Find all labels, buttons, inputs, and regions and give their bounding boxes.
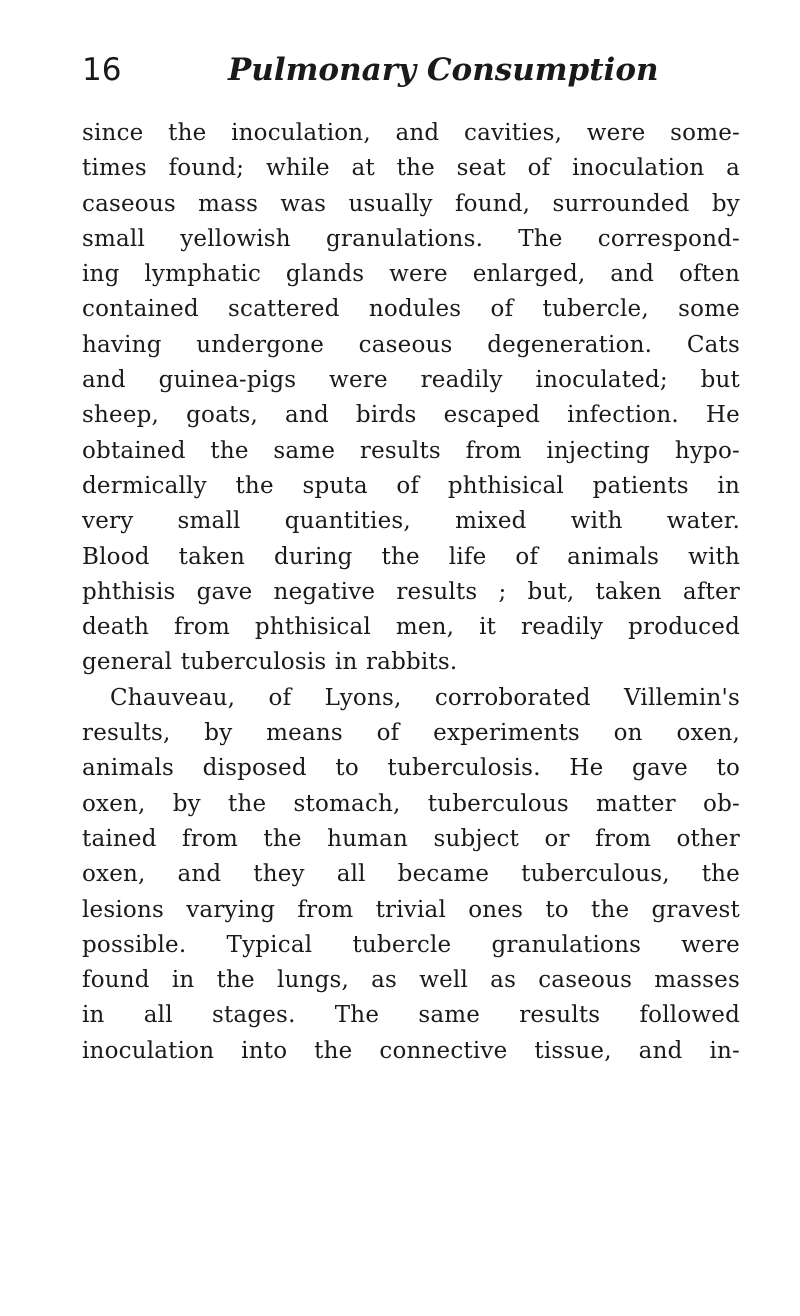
text-line: times found; while at the seat of inoculation a: [82, 155, 740, 182]
text-line: Blood taken during the life of animals with: [82, 543, 740, 570]
page-number: 16: [82, 52, 122, 88]
text-line: possible. Typical tubercle granulations were: [82, 931, 740, 958]
text-line: caseous mass was usually found, surrounded by: [82, 190, 740, 217]
text-line: oxen, and they all became tuberculous, the: [82, 861, 740, 888]
text-line: very small quantities, mixed with water.: [82, 508, 740, 535]
text-line: lesions varying from trivial ones to the gravest: [82, 896, 740, 923]
text-line: and guinea-pigs were readily inoculated; but: [82, 367, 740, 394]
body-text: [82, 116, 740, 1069]
running-title: Pulmonary Consumption: [228, 52, 659, 88]
text-line: inoculation into the connective tissue, and in-: [82, 1037, 740, 1064]
text-line: small yellowish granulations. The correspond-: [82, 225, 740, 252]
text-line: oxen, by the stomach, tuberculous matter ob-: [82, 790, 740, 817]
text-line: death from phthisical men, it readily produced: [82, 614, 740, 641]
text-line: tained from the human subject or from other: [82, 825, 740, 852]
text-line: obtained the same results from injecting hypo-: [82, 437, 740, 464]
text-line: phthisis gave negative results ; but, taken after: [82, 578, 740, 605]
text-line: ing lymphatic glands were enlarged, and often: [82, 261, 740, 288]
text-line: dermically the sputa of phthisical patients in: [82, 472, 740, 499]
text-line: since the inoculation, and cavities, were some-: [82, 120, 740, 146]
text-line: general tuberculosis in rabbits.: [82, 649, 458, 676]
text-line: animals disposed to tuberculosis. He gave to: [82, 755, 740, 782]
text-line: contained scattered nodules of tubercle, some: [82, 296, 740, 323]
text-line: results, by means of experiments on oxen,: [82, 720, 740, 747]
text-line: found in the lungs, as well as caseous masses: [82, 967, 740, 994]
text-line: sheep, goats, and birds escaped infection. He: [82, 402, 740, 429]
page-header: [82, 48, 742, 92]
text-line: Chauveau, of Lyons, corroborated Villemin's: [110, 684, 740, 711]
text-line: having undergone caseous degeneration. Cats: [82, 331, 740, 358]
text-line: in all stages. The same results followed: [82, 1002, 740, 1029]
